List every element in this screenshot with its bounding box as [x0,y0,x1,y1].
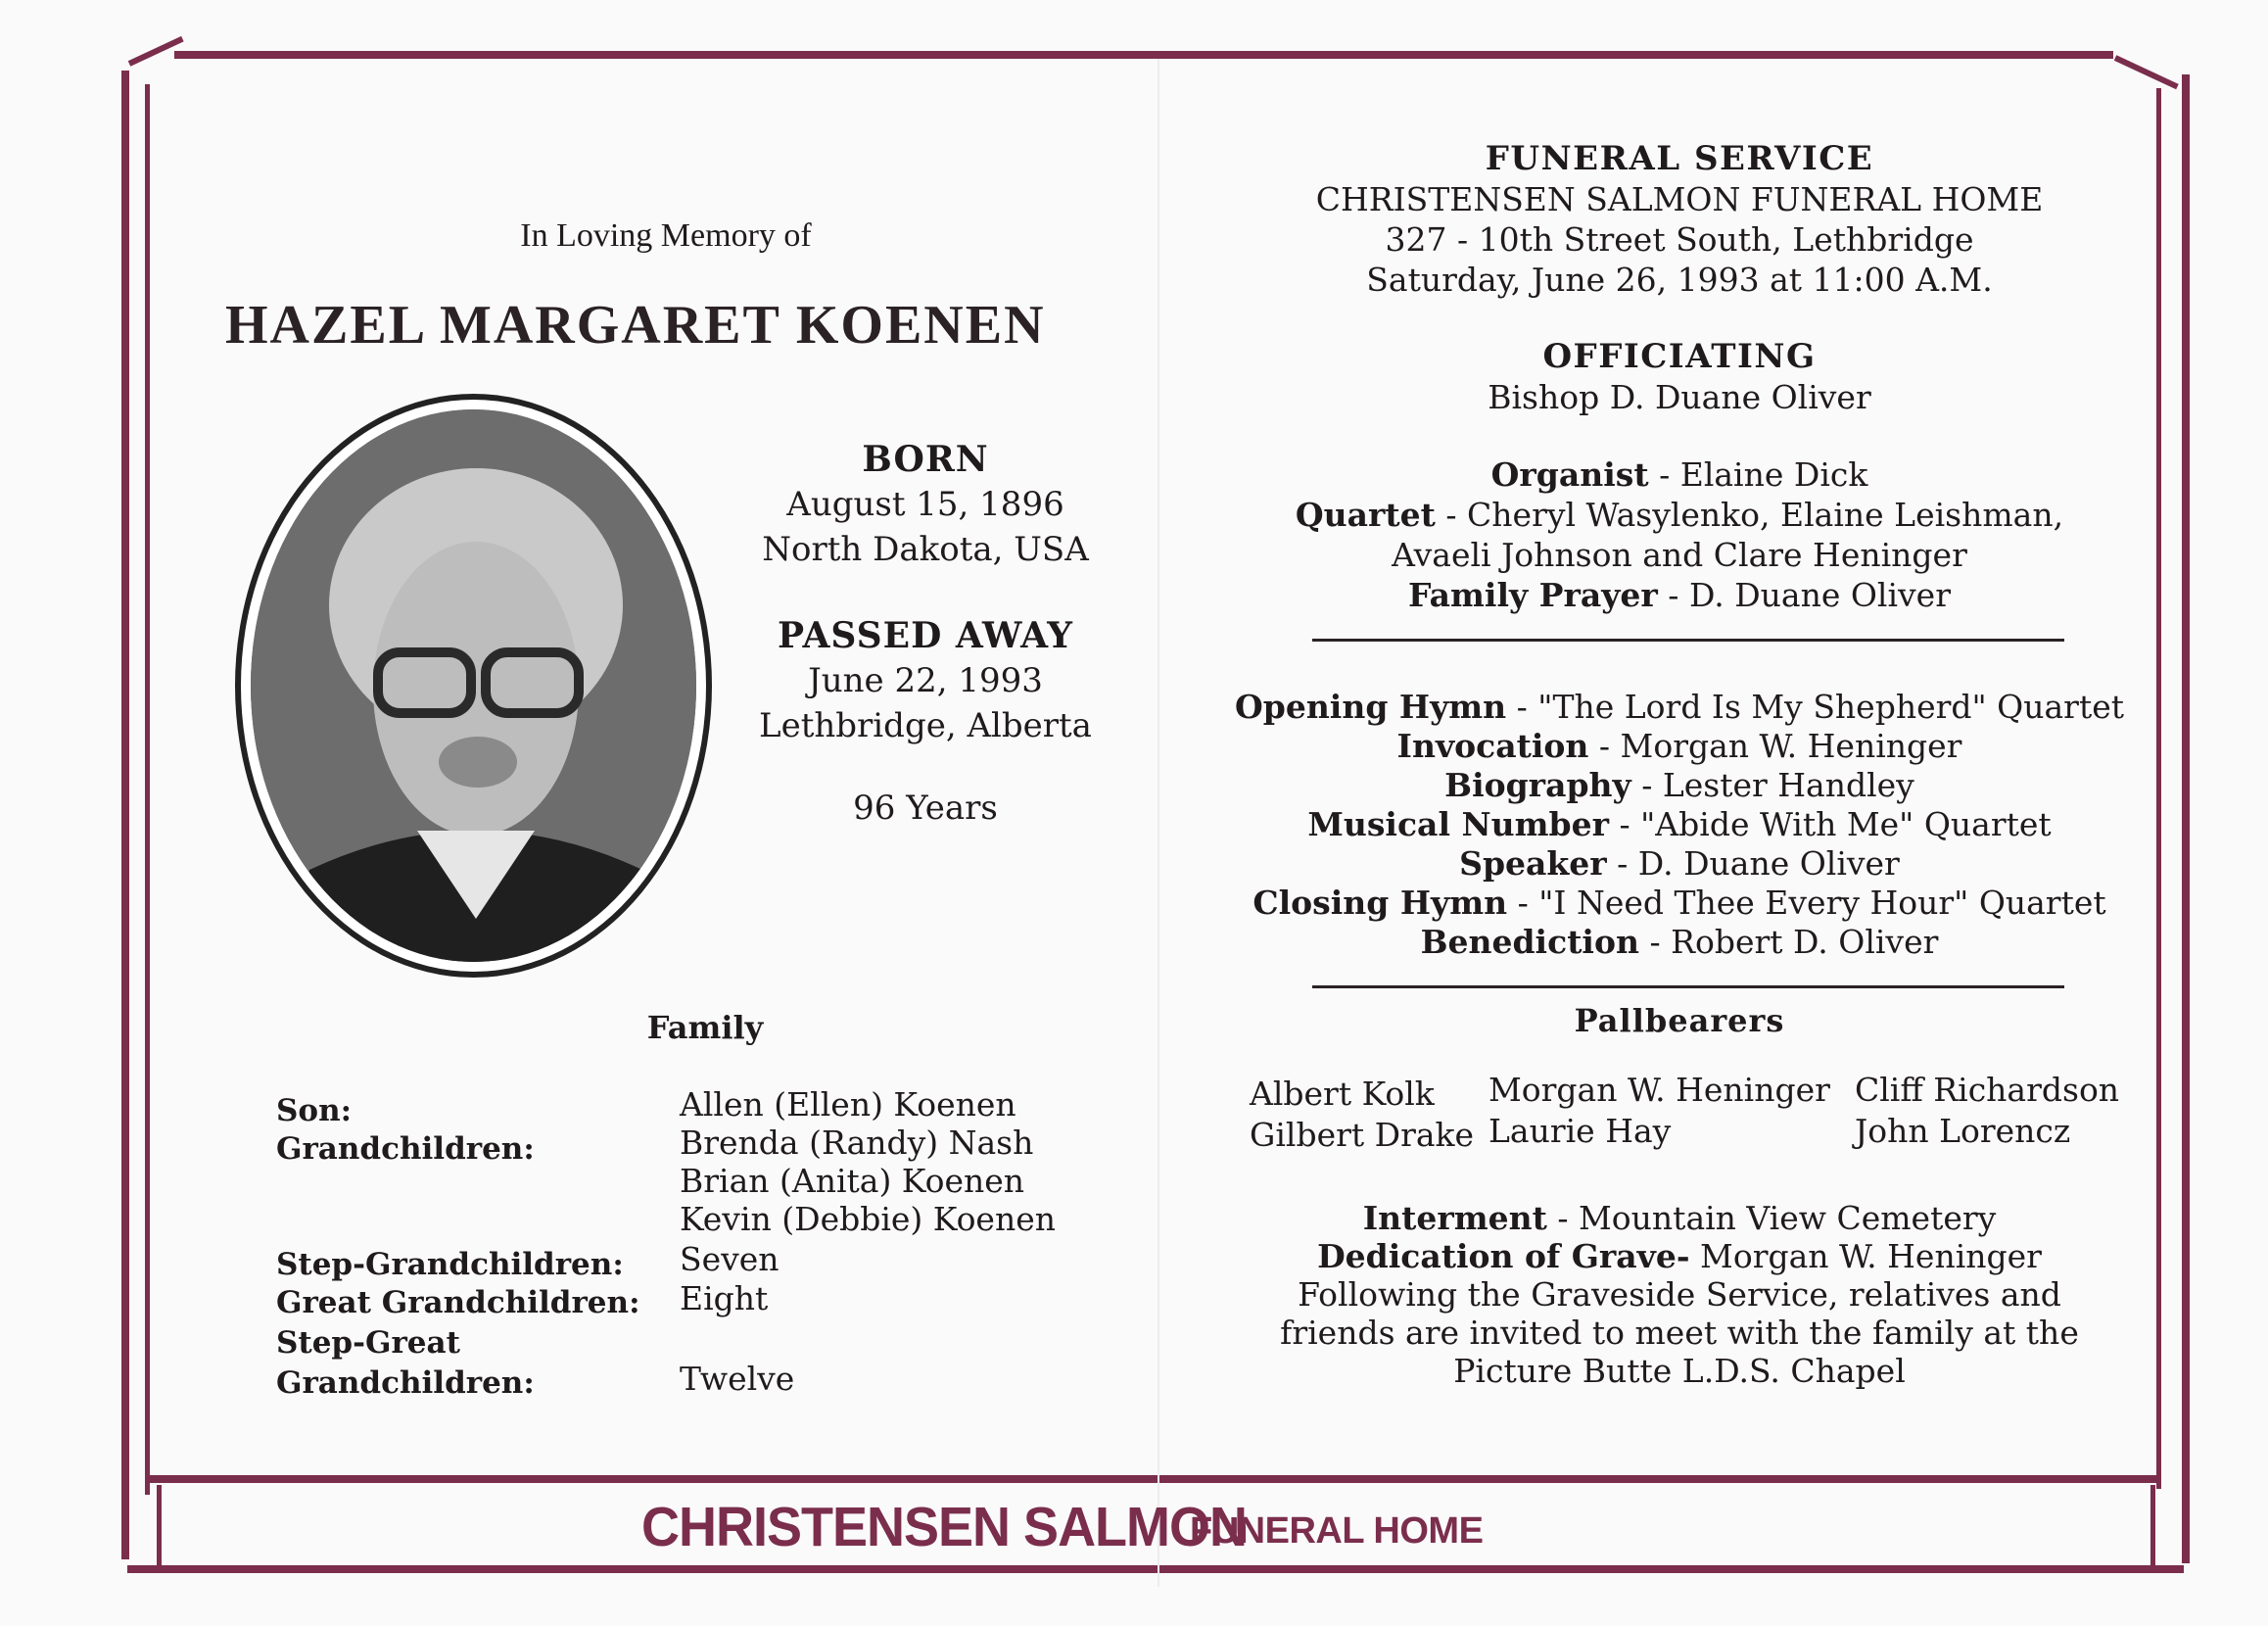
pallbearer-name: John Lorencz [1855,1112,2071,1150]
service-home: CHRISTENSEN SALMON FUNERAL HOME [1315,180,2044,218]
prayer-line [1234,575,2125,615]
interment-label: Interment [1362,1199,1547,1237]
program-item [1234,688,2125,727]
program-value: - "The Lord Is My Shepherd" Quartet [1506,688,2124,726]
closing-line: friends are invited to meet with the family at the [1280,1314,2079,1352]
pallbearer-name: Cliff Richardson [1855,1071,2120,1109]
dedication-label: Dedication of Grave- [1317,1237,1690,1275]
family-value: Brian (Anita) Koenen [680,1162,1025,1200]
family-value: Seven [680,1240,780,1278]
passed-date: June 22, 1993 [808,661,1043,700]
program-item [1234,923,2125,962]
closing-line: Picture Butte L.D.S. Chapel [1453,1352,1906,1390]
footer-brand-sub: FUNERAL HOME [1190,1510,1484,1552]
pallbearers-column [1488,1070,1880,1152]
pallbearers-column [1855,1070,2149,1152]
deceased-name: HAZEL MARGARET KOENEN [225,295,1046,356]
in-loving-memory: In Loving Memory of [520,217,812,254]
pallbearer-name: Albert Kolk [1250,1075,1435,1113]
program-label: Invocation [1396,727,1589,765]
program-value: - Morgan W. Heninger [1588,727,1962,765]
program-value: - "Abide With Me" Quartet [1609,805,2052,843]
pallbearers-column [1250,1074,1504,1156]
closing-line: Following the Graveside Service, relatives and [1298,1275,2061,1314]
program-label: Speaker [1459,844,1607,883]
program-value: - "I Need Thee Every Hour" Quartet [1507,884,2106,922]
program-label: Biography [1444,766,1631,804]
quartet-label: Quartet [1295,496,1436,534]
program-value: - Robert D. Oliver [1638,923,1939,961]
program-value: - D. Duane Oliver [1606,844,1900,883]
family-value: Kevin (Debbie) Koenen [680,1200,1056,1238]
program-item [1234,884,2125,923]
service-block [1234,139,2125,300]
passed-heading: PASSED AWAY [778,615,1073,656]
passed-section [695,613,1156,748]
prayer-label: Family Prayer [1408,576,1658,614]
dedication-value: Morgan W. Heninger [1689,1237,2042,1275]
divider [1312,985,2064,988]
family-label: Grandchildren: [276,1365,535,1401]
family-label: Great Grandchildren: [276,1285,640,1320]
portrait-photo-icon [251,409,696,962]
family-value: Eight [680,1279,769,1317]
program-label: Opening Hymn [1235,688,1507,726]
service-datetime: Saturday, June 26, 1993 at 11:00 A.M. [1366,261,1993,299]
family-value: Twelve [680,1360,795,1398]
prayer-value: - D. Duane Oliver [1657,576,1951,614]
officiating-heading: OFFICIATING [1542,337,1817,376]
family-label: Grandchildren: [276,1131,535,1167]
born-date: August 15, 1896 [786,485,1064,524]
officiating-block [1234,337,2125,417]
family-heading: Family [646,1009,764,1046]
divider [1312,639,2064,642]
program-item [1234,727,2125,766]
interment-line [1234,1199,2125,1237]
program-item [1234,805,2125,844]
dedication-line [1234,1237,2125,1275]
organist-line [1234,454,2125,495]
family-label: Step-Great [276,1325,460,1361]
pallbearer-name: Laurie Hay [1488,1112,1672,1150]
participants-block [1234,454,2125,615]
program-value: - Lester Handley [1630,766,1914,804]
program-label: Musical Number [1307,805,1609,843]
quartet-line-2: Avaeli Johnson and Clare Heninger [1392,536,1967,574]
interment-block [1234,1199,2125,1390]
officiating-name: Bishop D. Duane Oliver [1488,378,1871,416]
program-item [1234,766,2125,805]
family-label: Step-Grandchildren: [276,1247,624,1282]
family-value: Allen (Ellen) Koenen [680,1085,1016,1124]
pallbearer-name: Morgan W. Heninger [1488,1071,1830,1109]
pallbearers-heading: Pallbearers [1574,1002,1785,1039]
program-list [1234,688,2125,962]
family-value: Brenda (Randy) Nash [680,1124,1034,1162]
program-label: Closing Hymn [1252,884,1508,922]
born-heading: BORN [862,439,989,480]
born-section [695,437,1156,572]
service-address: 327 - 10th Street South, Lethbridge [1385,220,1974,259]
card-fold [1158,59,1159,1587]
quartet-line [1234,495,2125,535]
service-heading: FUNERAL SERVICE [1485,139,1874,178]
passed-place: Lethbridge, Alberta [759,706,1092,745]
quartet-value: - Cheryl Wasylenko, Elaine Leishman, [1435,496,2064,534]
organist-label: Organist [1490,455,1649,494]
age: 96 Years [853,789,998,828]
born-place: North Dakota, USA [762,530,1089,569]
organist-value: - Elaine Dick [1648,455,1868,494]
program-item [1234,844,2125,884]
footer-brand: CHRISTENSEN SALMON [641,1496,1248,1558]
program-label: Benediction [1420,923,1639,961]
pallbearer-name: Gilbert Drake [1250,1116,1475,1154]
family-label: Son: [276,1093,353,1128]
interment-value: - Mountain View Cemetery [1546,1199,1997,1237]
